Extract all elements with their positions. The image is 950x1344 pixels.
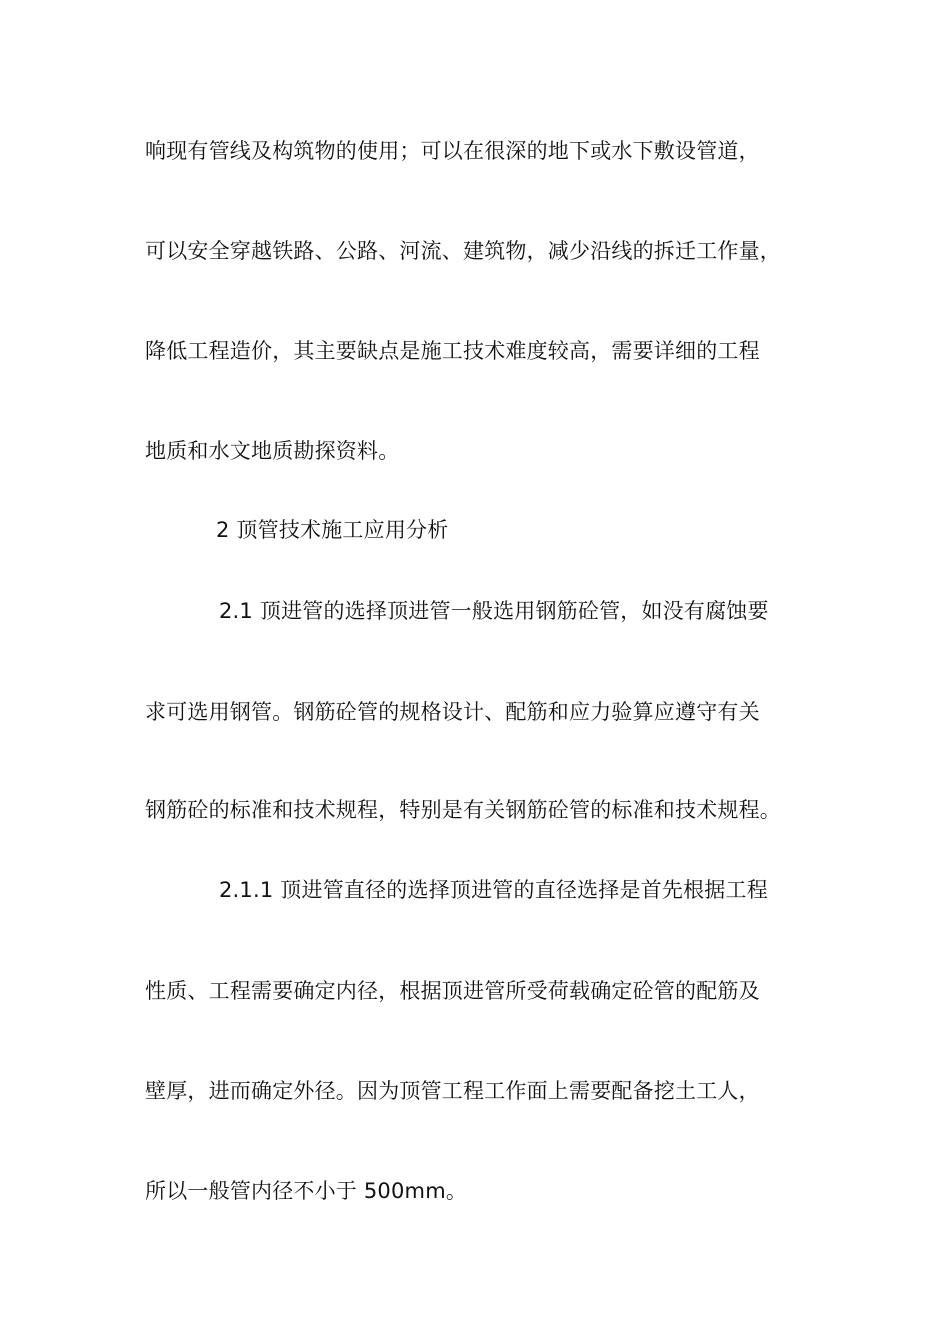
text-line: 壁厚，进而确定外径。因为顶管工程工作面上需要配备挖土工人， [145, 1079, 760, 1103]
text-line: 钢筋砼的标准和技术规程，特别是有关钢筋砼管的标准和技术规程。 [145, 798, 781, 822]
text-line: 性质、工程需要确定内径，根据顶进管所受荷载确定砼管的配筋及 [145, 979, 760, 1003]
text-line: 响现有管线及构筑物的使用；可以在很深的地下或水下敷设管道， [145, 139, 760, 163]
text-line: 2.1.1 顶进管直径的选择顶进管的直径选择是首先根据工程 [219, 878, 768, 902]
text-line: 2.1 顶进管的选择顶进管一般选用钢筋砼管，如没有腐蚀要 [219, 599, 769, 623]
text-line: 所以一般管内径不小于 500mm。 [145, 1179, 468, 1203]
text-line: 可以安全穿越铁路、公路、河流、建筑物，减少沿线的拆迁工作量， [145, 239, 781, 263]
text-line: 地质和水文地质勘探资料。 [145, 439, 400, 463]
section-heading: 2 顶管技术施工应用分析 [216, 518, 449, 542]
text-line: 求可选用钢管。钢筋砼管的规格设计、配筋和应力验算应遵守有关 [145, 700, 760, 724]
text-line: 降低工程造价，其主要缺点是施工技术难度较高，需要详细的工程 [145, 339, 760, 363]
